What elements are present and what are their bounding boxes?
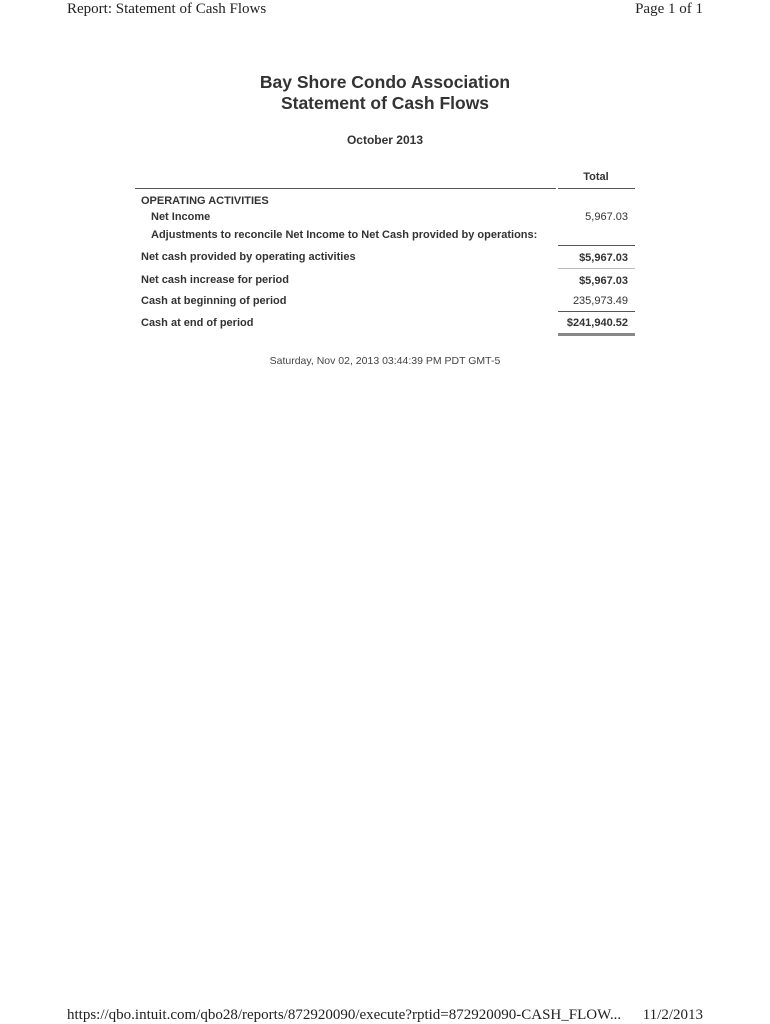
net-income-value: 5,967.03 [585, 211, 628, 223]
header-rule-left [135, 188, 556, 189]
print-footer-url: https://qbo.intuit.com/qbo28/reports/872920090/execute?rptid=872920090-CASH_FLOW... [67, 1007, 622, 1023]
header-rule-right [558, 188, 635, 189]
total-rule [558, 311, 635, 312]
report-period: October 2013 [346, 133, 424, 147]
cash-begin-label: Cash at beginning of period [141, 295, 287, 307]
net-increase-label: Net cash increase for period [141, 274, 289, 286]
adjustments-label: Adjustments to reconcile Net Income to Net Cash provided by operations: [151, 229, 538, 241]
subtotal-underline [558, 268, 635, 269]
cash-end-label: Cash at end of period [141, 317, 254, 329]
report-timestamp: Saturday, Nov 02, 2013 03:44:39 PM PDT GMT-5 [269, 355, 501, 367]
report-heading [0, 72, 770, 114]
print-header [67, 1, 703, 21]
net-increase-value: $5,967.03 [579, 275, 628, 287]
company-name: Bay Shore Condo Association [259, 72, 511, 92]
net-income-label: Net Income [151, 211, 211, 223]
net-cash-operating-value: $5,967.03 [579, 252, 628, 264]
column-header-total: Total [583, 171, 609, 183]
total-double-underline [558, 333, 635, 336]
cash-begin-value: 235,973.49 [572, 295, 628, 307]
cash-end-value: $241,940.52 [566, 317, 628, 329]
section-operating-activities: OPERATING ACTIVITIES [141, 195, 269, 207]
print-header-title: Report: Statement of Cash Flows [67, 1, 267, 17]
net-cash-operating-label: Net cash provided by operating activities [141, 251, 356, 263]
print-header-page: Page 1 of 1 [635, 1, 703, 17]
print-footer-date: 11/2/2013 [642, 1007, 703, 1023]
subtotal-rule [558, 245, 635, 246]
report-title: Statement of Cash Flows [280, 93, 490, 113]
